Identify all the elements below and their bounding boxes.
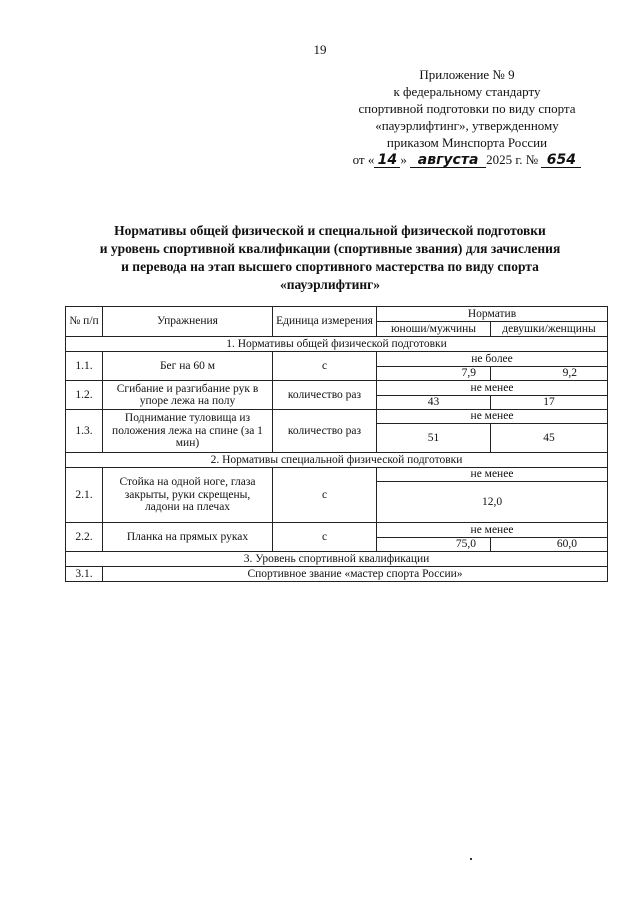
handwritten-month: августа: [410, 153, 486, 168]
row-num: 1.1.: [66, 352, 103, 381]
header-num: № п/п: [66, 307, 103, 337]
header-unit: Единица измерения: [273, 307, 377, 337]
row-num: 3.1.: [66, 567, 103, 582]
row-num: 1.3.: [66, 410, 103, 453]
table-row: [66, 410, 608, 424]
appendix-line: приказом Минспорта России: [386, 135, 548, 150]
row-condition: не менее: [377, 523, 608, 538]
row-num: 1.2.: [66, 381, 103, 410]
row-unit: с: [273, 468, 377, 523]
row-num: 2.2.: [66, 523, 103, 552]
row-qualification-text: Спортивное звание «мастер спорта России»: [103, 567, 608, 582]
row-exercise: Сгибание и разгибание рук в упоре лежа на полу: [103, 381, 273, 410]
row-exercise: Стойка на одной ноге, глаза закрыты, руки скрещены, ладони на плечах: [103, 468, 273, 523]
row-exercise: Планка на прямых руках: [103, 523, 273, 552]
norms-table: [65, 306, 608, 582]
row-male: 75,0: [377, 537, 491, 552]
row-condition: не менее: [377, 381, 608, 396]
title-line: и уровень спортивной квалификации (спортивные звания) для зачисления: [99, 241, 561, 256]
row-exercise: Поднимание туловища из положения лежа на спине (за 1 мин): [103, 410, 273, 453]
appendix-line: к федеральному стандарту: [393, 84, 541, 99]
section-title: 1. Нормативы общей физической подготовки: [66, 337, 608, 352]
table-row: [66, 468, 608, 482]
row-unit: количество раз: [273, 410, 377, 453]
title-line: «пауэрлифтинг»: [279, 277, 381, 292]
section-row: [66, 453, 608, 468]
date-quote-close: »: [400, 152, 407, 167]
appendix-header: [342, 66, 592, 168]
scan-dot: [470, 858, 472, 860]
row-both: 12,0: [377, 482, 608, 523]
section-title: 2. Нормативы специальной физической подготовки: [66, 453, 608, 468]
row-male: 51: [377, 424, 491, 453]
row-unit: количество раз: [273, 381, 377, 410]
row-unit: с: [273, 523, 377, 552]
header-female: девушки/женщины: [491, 322, 608, 337]
row-female: 9,2: [491, 366, 608, 381]
appendix-line: Приложение № 9: [419, 67, 515, 82]
table-row: [66, 567, 608, 582]
approval-date-line: [342, 151, 592, 168]
appendix-line: «пауэрлифтинг», утвержденному: [375, 118, 559, 133]
page-number: 19: [313, 42, 327, 57]
section-row: [66, 552, 608, 567]
row-num: 2.1.: [66, 468, 103, 523]
table-row: [66, 381, 608, 396]
header-male: юноши/мужчины: [377, 322, 491, 337]
title-line: Нормативы общей физической и специальной физической подготовки: [114, 223, 546, 238]
section-row: [66, 337, 608, 352]
row-female: 17: [491, 395, 608, 410]
row-condition: не более: [377, 352, 608, 367]
handwritten-order-number: 654: [541, 153, 581, 168]
table-row: [66, 523, 608, 538]
header-exercise: Упражнения: [103, 307, 273, 337]
row-female: 60,0: [491, 537, 608, 552]
row-condition: не менее: [377, 410, 608, 424]
row-unit: с: [273, 352, 377, 381]
header-norm: Норматив: [377, 307, 608, 322]
table-header-row: [66, 307, 608, 322]
row-male: 7,9: [377, 366, 491, 381]
row-exercise: Бег на 60 м: [103, 352, 273, 381]
row-male: 43: [377, 395, 491, 410]
year-text: 2025 г. №: [486, 152, 539, 167]
row-condition: не менее: [377, 468, 608, 482]
table-row: [66, 352, 608, 367]
document-title: [60, 222, 600, 294]
date-prefix: от «: [352, 152, 375, 167]
row-female: 45: [491, 424, 608, 453]
title-line: и перевода на этап высшего спортивного мастерства по виду спорта: [121, 259, 539, 274]
appendix-line: спортивной подготовки по виду спорта: [358, 101, 576, 116]
section-title: 3. Уровень спортивной квалификации: [66, 552, 608, 567]
handwritten-day: 14: [374, 153, 400, 168]
